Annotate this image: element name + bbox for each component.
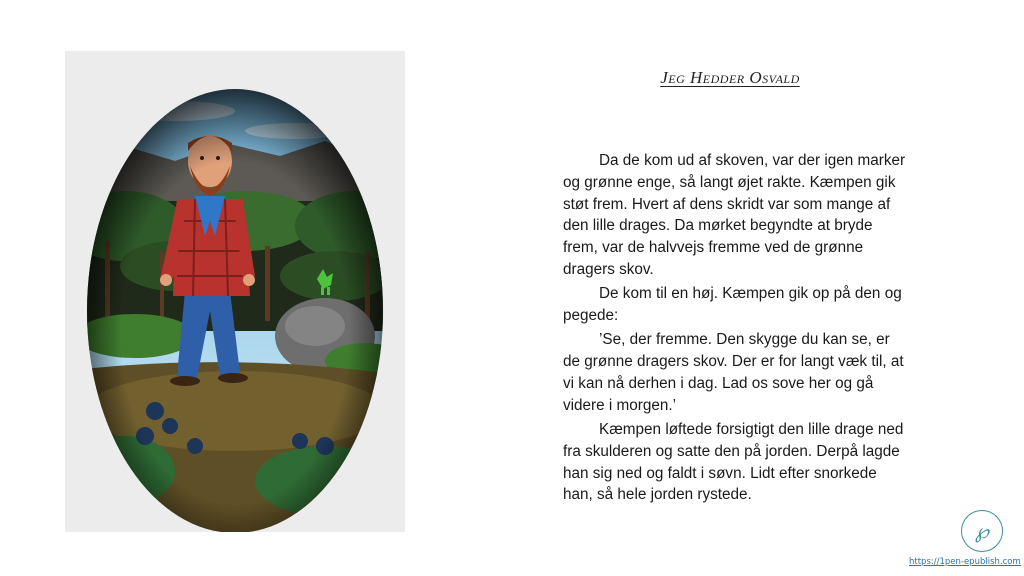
paragraph: De kom til en høj. Kæmpen gik op på den og pegede: [563, 285, 902, 325]
story-illustration [65, 51, 405, 532]
publisher-link[interactable]: https://1pen-epublish.com [909, 557, 1021, 567]
publisher-logo-icon[interactable]: ℘ [961, 510, 1003, 552]
paragraph: Kæmpen løftede forsigtigt den lille drage ned fra skulderen og satte den på jorden. Derpå lagde han sig ned og faldt i søvn. Lidt efter snorkede han, så hele jorden rystede. [563, 421, 904, 504]
page-title: Jeg Hedder Osvald [660, 68, 800, 87]
paragraph: ’Se, der fremme. Den skygge du kan se, er de grønne dragers skov. Der er for langt væk til, at vi kan nå derhen i dag. Lad os sove her og gå videre i morgen.’ [563, 331, 904, 414]
story-text [563, 150, 908, 509]
paragraph: Da de kom ud af skoven, var der igen marker og grønne enge, så langt øjet rakte. Kæmpen gik støt frem. Hvert af dens skridt var som mange af den lille drages. Da mørket begyndte at bryde frem, var de halvvejs fremme ved de grønne dragers skov. [563, 152, 906, 278]
